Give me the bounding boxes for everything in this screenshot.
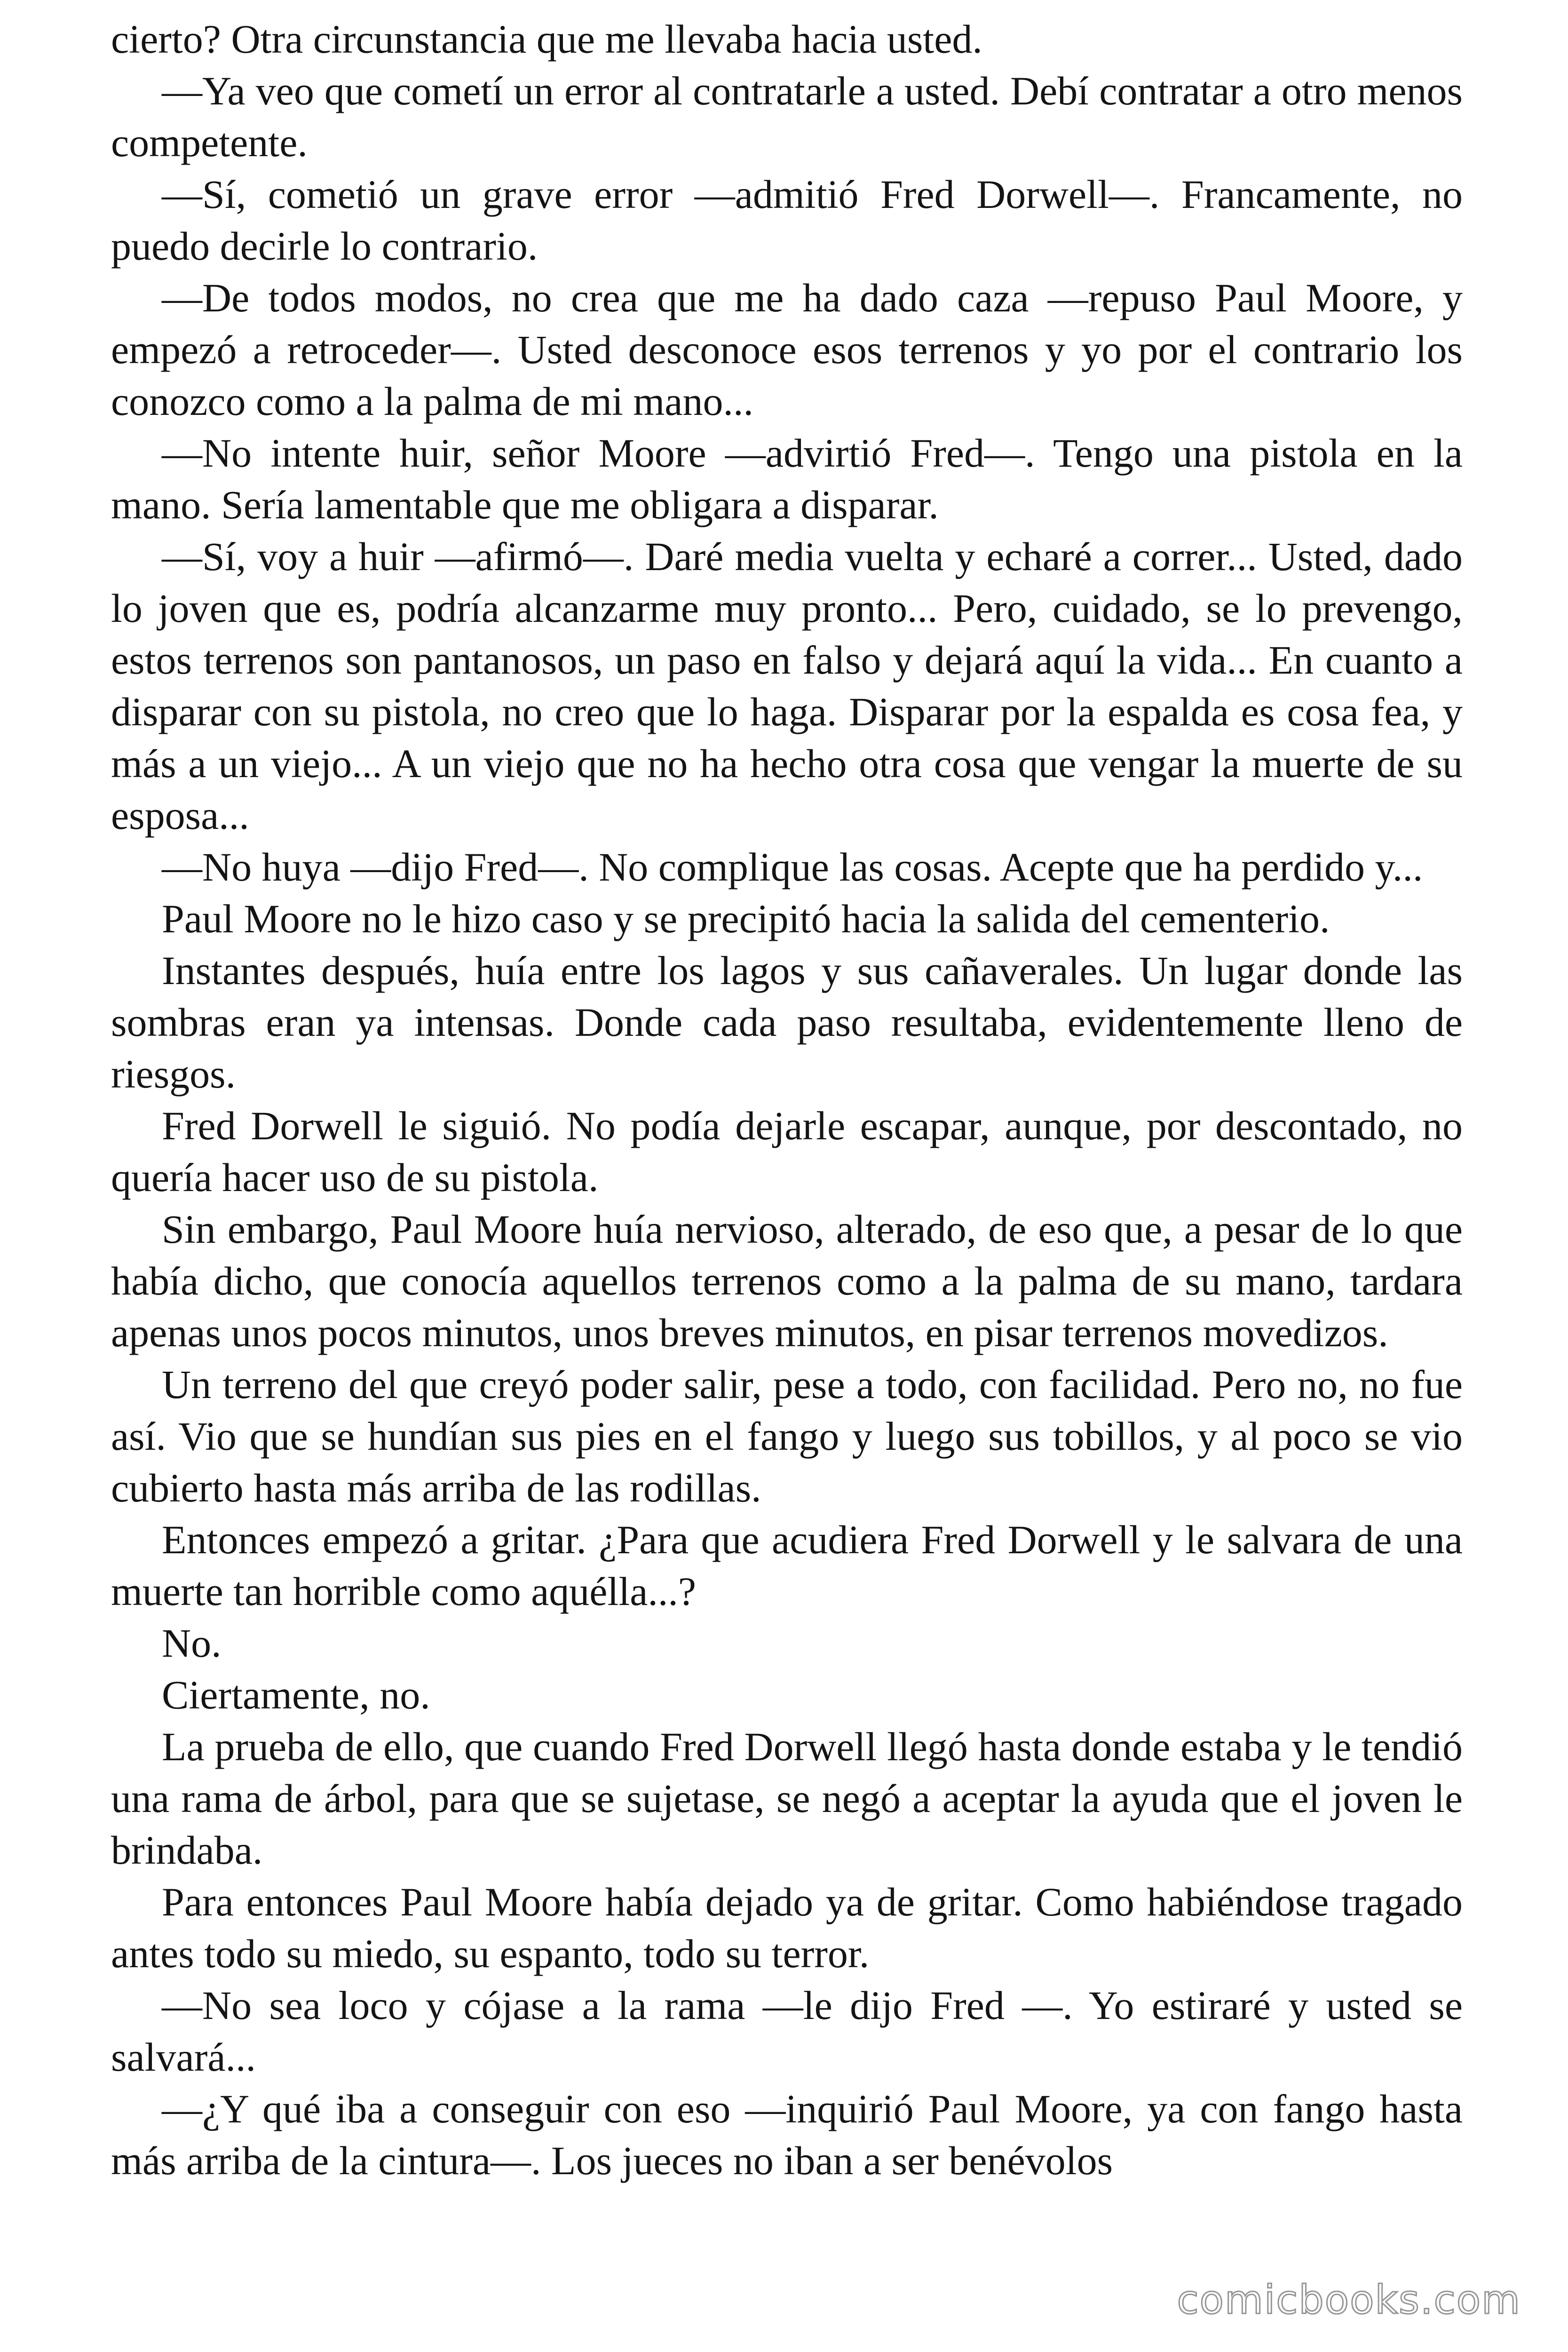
paragraph: —Ya veo que cometí un error al contratarle a usted. Debí contratar a otro menos competente. [111,68,1463,165]
page-text [111,13,1463,2186]
paragraph: La prueba de ello, que cuando Fred Dorwell llegó hasta donde estaba y le tendió una rama de árbol, para que se sujetase, se negó a aceptar la ayuda que el joven le brindaba. [111,1724,1463,1873]
paragraph: —No intente huir, señor Moore —advirtió Fred—. Tengo una pistola en la mano. Sería lamentable que me obligara a disparar. [111,430,1463,527]
paragraph: Entonces empezó a gritar. ¿Para que acudiera Fred Dorwell y le salvara de una muerte tan horrible como aquélla...? [111,1517,1463,1614]
paragraph: —De todos modos, no crea que me ha dado caza —repuso Paul Moore, y empezó a retroceder—. Usted desconoce esos terrenos y yo por el contrario los conozco como a la palma de mi mano... [111,275,1463,424]
paragraph: —¿Y qué iba a conseguir con eso —inquirió Paul Moore, ya con fango hasta más arriba de la cintura—. Los jueces no iban a ser benévolos [111,2086,1463,2183]
paragraph: —No sea loco y cójase a la rama —le dijo Fred —. Yo estiraré y usted se salvará... [111,1983,1463,2080]
paragraph: Paul Moore no le hizo caso y se precipitó hacia la salida del cementerio. [162,896,1330,941]
paragraph: No. [162,1621,222,1666]
paragraph: Un terreno del que creyó poder salir, pese a todo, con facilidad. Pero no, no fue así. Vio que se hundían sus pies en el fango y luego sus tobillos, y al poco se vio cubierto hasta más arriba de las rodillas. [111,1362,1463,1510]
paragraph: —No huya —dijo Fred—. No complique las cosas. Acepte que ha perdido y... [162,844,1423,890]
watermark: comicbooks.com [1177,2277,1521,2323]
paragraph: cierto? Otra circunstancia que me llevaba hacia usted. [111,16,982,62]
paragraph: Fred Dorwell le siguió. No podía dejarle escapar, aunque, por descontado, no quería hacer uso de su pistola. [111,1103,1463,1200]
paragraph: Ciertamente, no. [162,1672,430,1717]
paragraph: —Sí, voy a huir —afirmó—. Daré media vuelta y echaré a correr... Usted, dado lo joven que es, podría alcanzarme muy pronto... Pero, cuidado, se lo prevengo, estos terrenos son pantanosos, un paso en falso y dejará aquí la vida... En cuanto a disparar con su pistola, no creo que lo haga. Disparar por la espalda es cosa fea, y más a un viejo... A un viejo que no ha hecho otra cosa que vengar la muerte de su esposa... [111,534,1463,838]
paragraph: —Sí, cometió un grave error —admitió Fred Dorwell—. Francamente, no puedo decirle lo contrario. [111,172,1463,269]
paragraph: Sin embargo, Paul Moore huía nervioso, alterado, de eso que, a pesar de lo que había dicho, que conocía aquellos terrenos como a la palma de su mano, tardara apenas unos pocos minutos, unos breves minutos, en pisar terrenos movedizos. [111,1207,1463,1355]
paragraph: Para entonces Paul Moore había dejado ya de gritar. Como habiéndose tragado antes todo su miedo, su espanto, todo su terror. [111,1879,1463,1976]
paragraph: Instantes después, huía entre los lagos y sus cañaverales. Un lugar donde las sombras eran ya intensas. Donde cada paso resultaba, evidentemente lleno de riesgos. [111,948,1463,1097]
